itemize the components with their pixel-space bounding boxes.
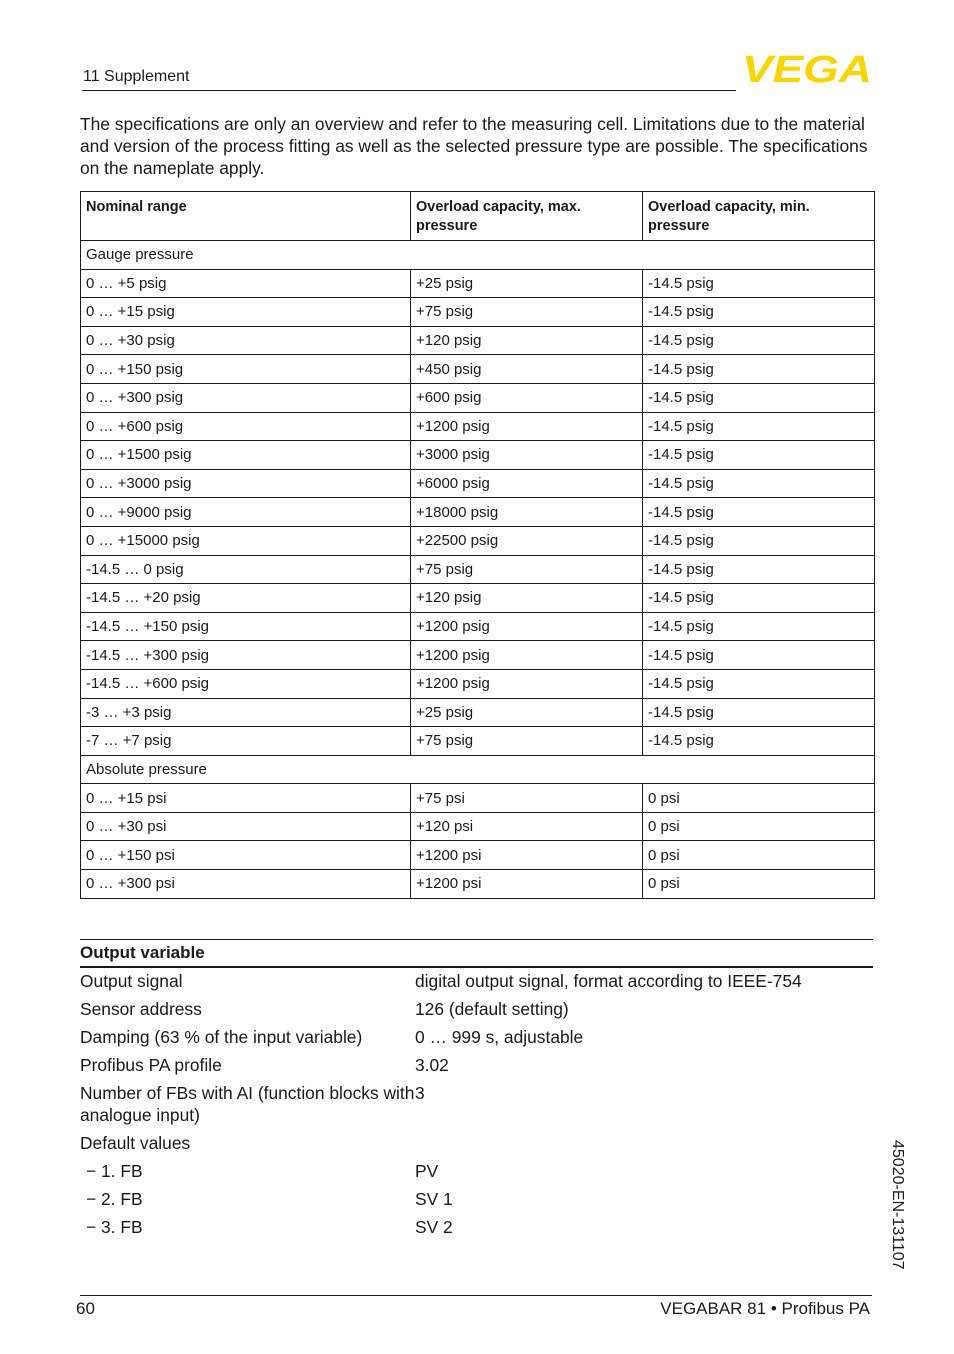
table-cell: +3000 psig xyxy=(411,441,643,470)
table-cell: -14.5 … 0 psig xyxy=(81,555,411,584)
table-cell: -14.5 psig xyxy=(643,526,875,555)
table-cell: -14.5 psig xyxy=(643,584,875,613)
table-cell: -14.5 psig xyxy=(643,355,875,384)
table-row xyxy=(81,555,875,584)
table-cell: -14.5 psig xyxy=(643,383,875,412)
table-cell: -14.5 psig xyxy=(643,612,875,641)
table-cell: +75 psig xyxy=(411,555,643,584)
output-variable-label: − 2. FB xyxy=(86,1189,143,1209)
output-variable-top-rule xyxy=(80,939,873,940)
table-group-label: Absolute pressure xyxy=(81,755,875,784)
table-cell: -14.5 psig xyxy=(643,698,875,727)
table-cell: +75 psig xyxy=(411,727,643,756)
table-cell: -14.5 psig xyxy=(643,641,875,670)
output-variable-value xyxy=(415,1132,873,1154)
table-cell: +1200 psig xyxy=(411,412,643,441)
table-row xyxy=(81,469,875,498)
table-row xyxy=(81,841,875,870)
table-cell: 0 … +15 psig xyxy=(81,298,411,327)
table-cell: -14.5 … +300 psig xyxy=(81,641,411,670)
table-group-row xyxy=(81,241,875,270)
table-cell: -14.5 … +600 psig xyxy=(81,669,411,698)
column-header-nominal-range: Nominal range xyxy=(81,192,411,241)
output-variable-item xyxy=(80,1188,873,1210)
table-cell: +1200 psig xyxy=(411,669,643,698)
table-cell: +18000 psig xyxy=(411,498,643,527)
output-variable-label: Number of FBs with AI (function blocks with analogue input) xyxy=(80,1083,415,1125)
column-header-overload-max: Overload capacity, max. pressure xyxy=(411,192,643,241)
table-cell: -14.5 psig xyxy=(643,727,875,756)
table-cell: +1200 psig xyxy=(411,641,643,670)
output-variable-value: digital output signal, format according to IEEE-754 xyxy=(415,971,802,991)
vega-logo xyxy=(742,52,872,84)
intro-paragraph: The specifications are only an overview and refer to the measuring cell. Limitations due to the material and version of the process fitting as well as the selected pressure type are possible. The specifications on the nameplate apply. xyxy=(80,114,868,178)
header-section-title: 11 Supplement xyxy=(83,68,190,85)
table-row xyxy=(81,326,875,355)
table-cell: 0 … +30 psi xyxy=(81,812,411,841)
output-variable-item xyxy=(80,1026,873,1048)
output-variable-value: PV xyxy=(415,1161,439,1181)
footer-rule xyxy=(80,1295,872,1296)
table-row xyxy=(81,441,875,470)
table-cell: 0 … +150 psi xyxy=(81,841,411,870)
output-variable-item xyxy=(80,1054,873,1076)
output-variable-title: Output variable xyxy=(80,943,205,962)
table-row xyxy=(81,412,875,441)
table-cell: 0 … +9000 psig xyxy=(81,498,411,527)
output-variable-label: − 3. FB xyxy=(86,1217,143,1237)
table-row xyxy=(81,669,875,698)
table-cell: +120 psi xyxy=(411,812,643,841)
table-cell: -14.5 psig xyxy=(643,298,875,327)
table-cell: +1200 psig xyxy=(411,612,643,641)
table-row xyxy=(81,298,875,327)
table-cell: -7 … +7 psig xyxy=(81,727,411,756)
output-variable-label: Sensor address xyxy=(80,999,202,1019)
table-cell: +25 psig xyxy=(411,269,643,298)
table-cell: 0 … +3000 psig xyxy=(81,469,411,498)
table-row xyxy=(81,727,875,756)
output-variable-bottom-rule xyxy=(80,966,873,968)
header-rule xyxy=(82,90,736,91)
table-cell: 0 … +300 psi xyxy=(81,870,411,899)
page-number: 60 xyxy=(76,1299,95,1318)
table-cell: -14.5 psig xyxy=(643,326,875,355)
table-cell: +450 psig xyxy=(411,355,643,384)
table-group-row xyxy=(81,755,875,784)
table-cell: -14.5 psig xyxy=(643,269,875,298)
table-cell: -14.5 psig xyxy=(643,469,875,498)
table-cell: -14.5 … +150 psig xyxy=(81,612,411,641)
table-cell: -14.5 psig xyxy=(643,555,875,584)
output-variable-value: SV 1 xyxy=(415,1189,453,1209)
table-cell: 0 … +15000 psig xyxy=(81,526,411,555)
table-row xyxy=(81,870,875,899)
output-variable-item xyxy=(80,998,873,1020)
table-cell: 0 psi xyxy=(643,784,875,813)
table-row xyxy=(81,698,875,727)
output-variable-value: SV 2 xyxy=(415,1217,453,1237)
table-row xyxy=(81,498,875,527)
column-header-overload-min: Overload capacity, min. pressure xyxy=(643,192,875,241)
table-cell: -14.5 psig xyxy=(643,498,875,527)
table-cell: +1200 psi xyxy=(411,841,643,870)
table-cell: 0 … +5 psig xyxy=(81,269,411,298)
table-cell: 0 psi xyxy=(643,841,875,870)
output-variable-label: Profibus PA profile xyxy=(80,1055,222,1075)
table-cell: -14.5 psig xyxy=(643,441,875,470)
table-cell: +22500 psig xyxy=(411,526,643,555)
table-cell: 0 psi xyxy=(643,870,875,899)
table-row xyxy=(81,641,875,670)
table-cell: 0 … +30 psig xyxy=(81,326,411,355)
output-variable-item xyxy=(80,1132,873,1154)
table-cell: +75 psig xyxy=(411,298,643,327)
output-variable-value: 0 … 999 s, adjustable xyxy=(415,1027,584,1047)
table-cell: +75 psi xyxy=(411,784,643,813)
table-row xyxy=(81,784,875,813)
table-cell: -14.5 psig xyxy=(643,412,875,441)
table-cell: 0 … +1500 psig xyxy=(81,441,411,470)
output-variable-item xyxy=(80,1082,873,1126)
vega-logo-text: VEGA xyxy=(742,52,872,84)
table-cell: 0 psi xyxy=(643,812,875,841)
table-row xyxy=(81,812,875,841)
table-cell: -14.5 … +20 psig xyxy=(81,584,411,613)
output-variable-value: 3.02 xyxy=(415,1055,449,1075)
table-cell: -3 … +3 psig xyxy=(81,698,411,727)
table-cell: 0 … +600 psig xyxy=(81,412,411,441)
table-cell: 0 … +15 psi xyxy=(81,784,411,813)
output-variable-list xyxy=(80,970,873,1244)
output-variable-item xyxy=(80,1160,873,1182)
table-row xyxy=(81,355,875,384)
table-cell: +600 psig xyxy=(411,383,643,412)
table-cell: +1200 psi xyxy=(411,870,643,899)
table-cell: +120 psig xyxy=(411,326,643,355)
table-header-row xyxy=(81,192,875,241)
output-variable-value: 3 xyxy=(415,1083,425,1103)
table-row xyxy=(81,269,875,298)
table-cell: +6000 psig xyxy=(411,469,643,498)
output-variable-value: 126 (default setting) xyxy=(415,999,569,1019)
output-variable-label: Damping (63 % of the input variable) xyxy=(80,1027,363,1047)
document-code-text: 45020-EN-131107 xyxy=(889,1140,906,1270)
output-variable-label: − 1. FB xyxy=(86,1161,143,1181)
table-cell: 0 … +300 psig xyxy=(81,383,411,412)
table-row xyxy=(81,526,875,555)
output-variable-item xyxy=(80,1216,873,1238)
table-group-label: Gauge pressure xyxy=(81,241,875,270)
footer-document-title: VEGABAR 81 • Profibus PA xyxy=(660,1299,870,1318)
table-body xyxy=(81,241,875,899)
output-variable-label: Output signal xyxy=(80,971,183,991)
table-cell: -14.5 psig xyxy=(643,669,875,698)
overload-capacity-table xyxy=(80,191,875,899)
document-code-vertical xyxy=(884,1140,908,1290)
table-cell: +120 psig xyxy=(411,584,643,613)
table-row xyxy=(81,612,875,641)
output-variable-label: Default values xyxy=(80,1133,191,1153)
table-row xyxy=(81,584,875,613)
output-variable-item xyxy=(80,970,873,992)
table-row xyxy=(81,383,875,412)
table-cell: 0 … +150 psig xyxy=(81,355,411,384)
table-cell: +25 psig xyxy=(411,698,643,727)
